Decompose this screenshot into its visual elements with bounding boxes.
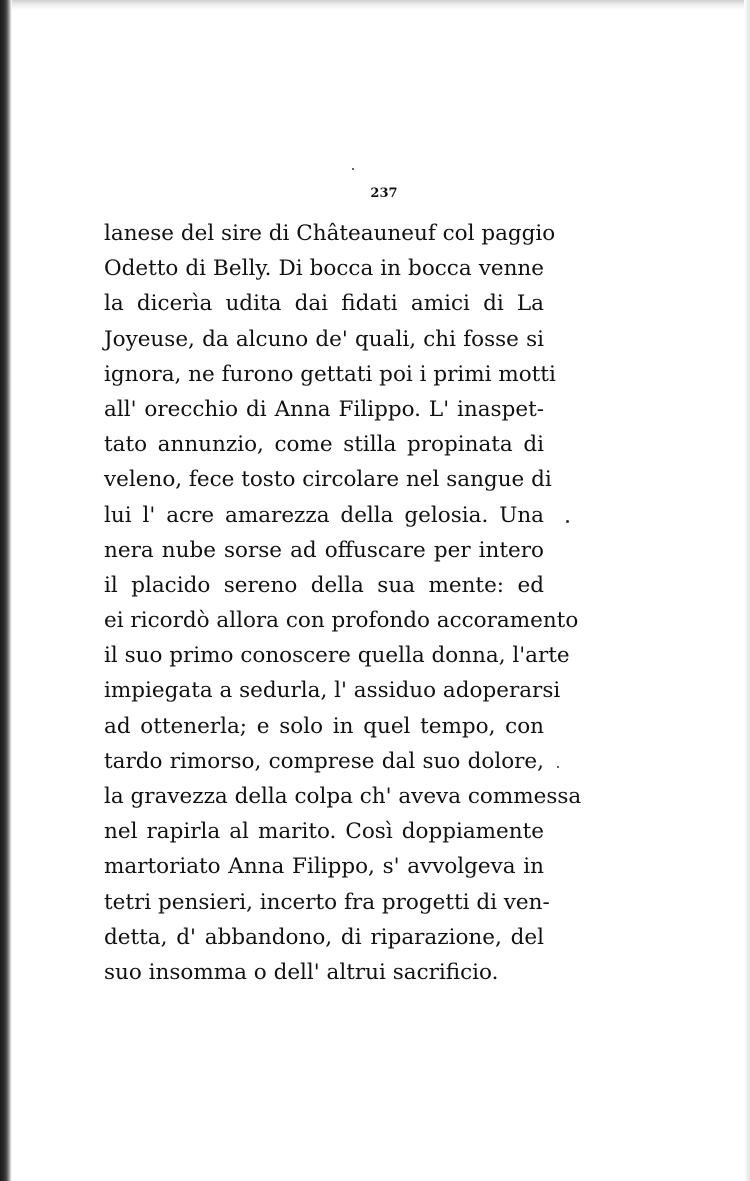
text-line: nel rapirla al marito. Così doppiamente: [104, 819, 544, 845]
text-line: tato annunzio, come stilla propinata di: [104, 432, 544, 458]
scan-edge-right: [744, 0, 750, 1181]
scan-speck: [566, 520, 569, 523]
text-line: impiegata a sedurla, l' assiduo adoperarsi: [104, 678, 561, 704]
text-line: lui l' acre amarezza della gelosia. Una: [104, 502, 544, 528]
text-line: martoriato Anna Filippo, s' avvolgeva in: [104, 854, 544, 880]
text-line: Joyeuse, da alcuno de' quali, chi fosse si: [104, 326, 544, 352]
text-line: Odetto di Belly. Di bocca in bocca venne: [104, 256, 544, 282]
page-number: 237: [370, 186, 398, 201]
text-line: la dicerìa udita dai fidati amici di La: [104, 291, 544, 317]
text-line: tetri pensieri, incerto fra progetti di ven-: [104, 889, 550, 915]
text-line: detta, d' abbandono, di riparazione, del: [104, 924, 544, 950]
text-line: tardo rimorso, comprese dal suo dolore,: [104, 748, 544, 774]
body-text: [104, 216, 582, 990]
text-line: lanese del sire di Châteauneuf col paggio: [104, 221, 556, 246]
text-line: ad ottenerla; e solo in quel tempo, con: [104, 713, 544, 739]
text-line: all' orecchio di Anna Filippo. L' inaspet-: [104, 396, 544, 422]
text-line: il placido sereno della sua mente: ed: [104, 572, 544, 598]
text-line: il suo primo conoscere quella donna, l'arte: [104, 643, 570, 669]
scan-speck: [352, 168, 354, 170]
text-line: nera nube sorse ad offuscare per intero: [104, 537, 544, 563]
text-line: la gravezza della colpa ch' aveva commessa: [104, 784, 582, 809]
text-line: veleno, fece tosto circolare nel sangue di: [104, 467, 552, 493]
scan-edge-left: [0, 0, 12, 1181]
text-line: ignora, ne furono gettati poi i primi motti: [104, 361, 556, 387]
text-line: ei ricordò allora con profondo accoramento: [104, 608, 579, 634]
text-line: suo insomma o dell' altrui sacrificio.: [104, 959, 499, 985]
scan-edge-top: [12, 0, 750, 10]
scan-speck: [557, 766, 559, 768]
